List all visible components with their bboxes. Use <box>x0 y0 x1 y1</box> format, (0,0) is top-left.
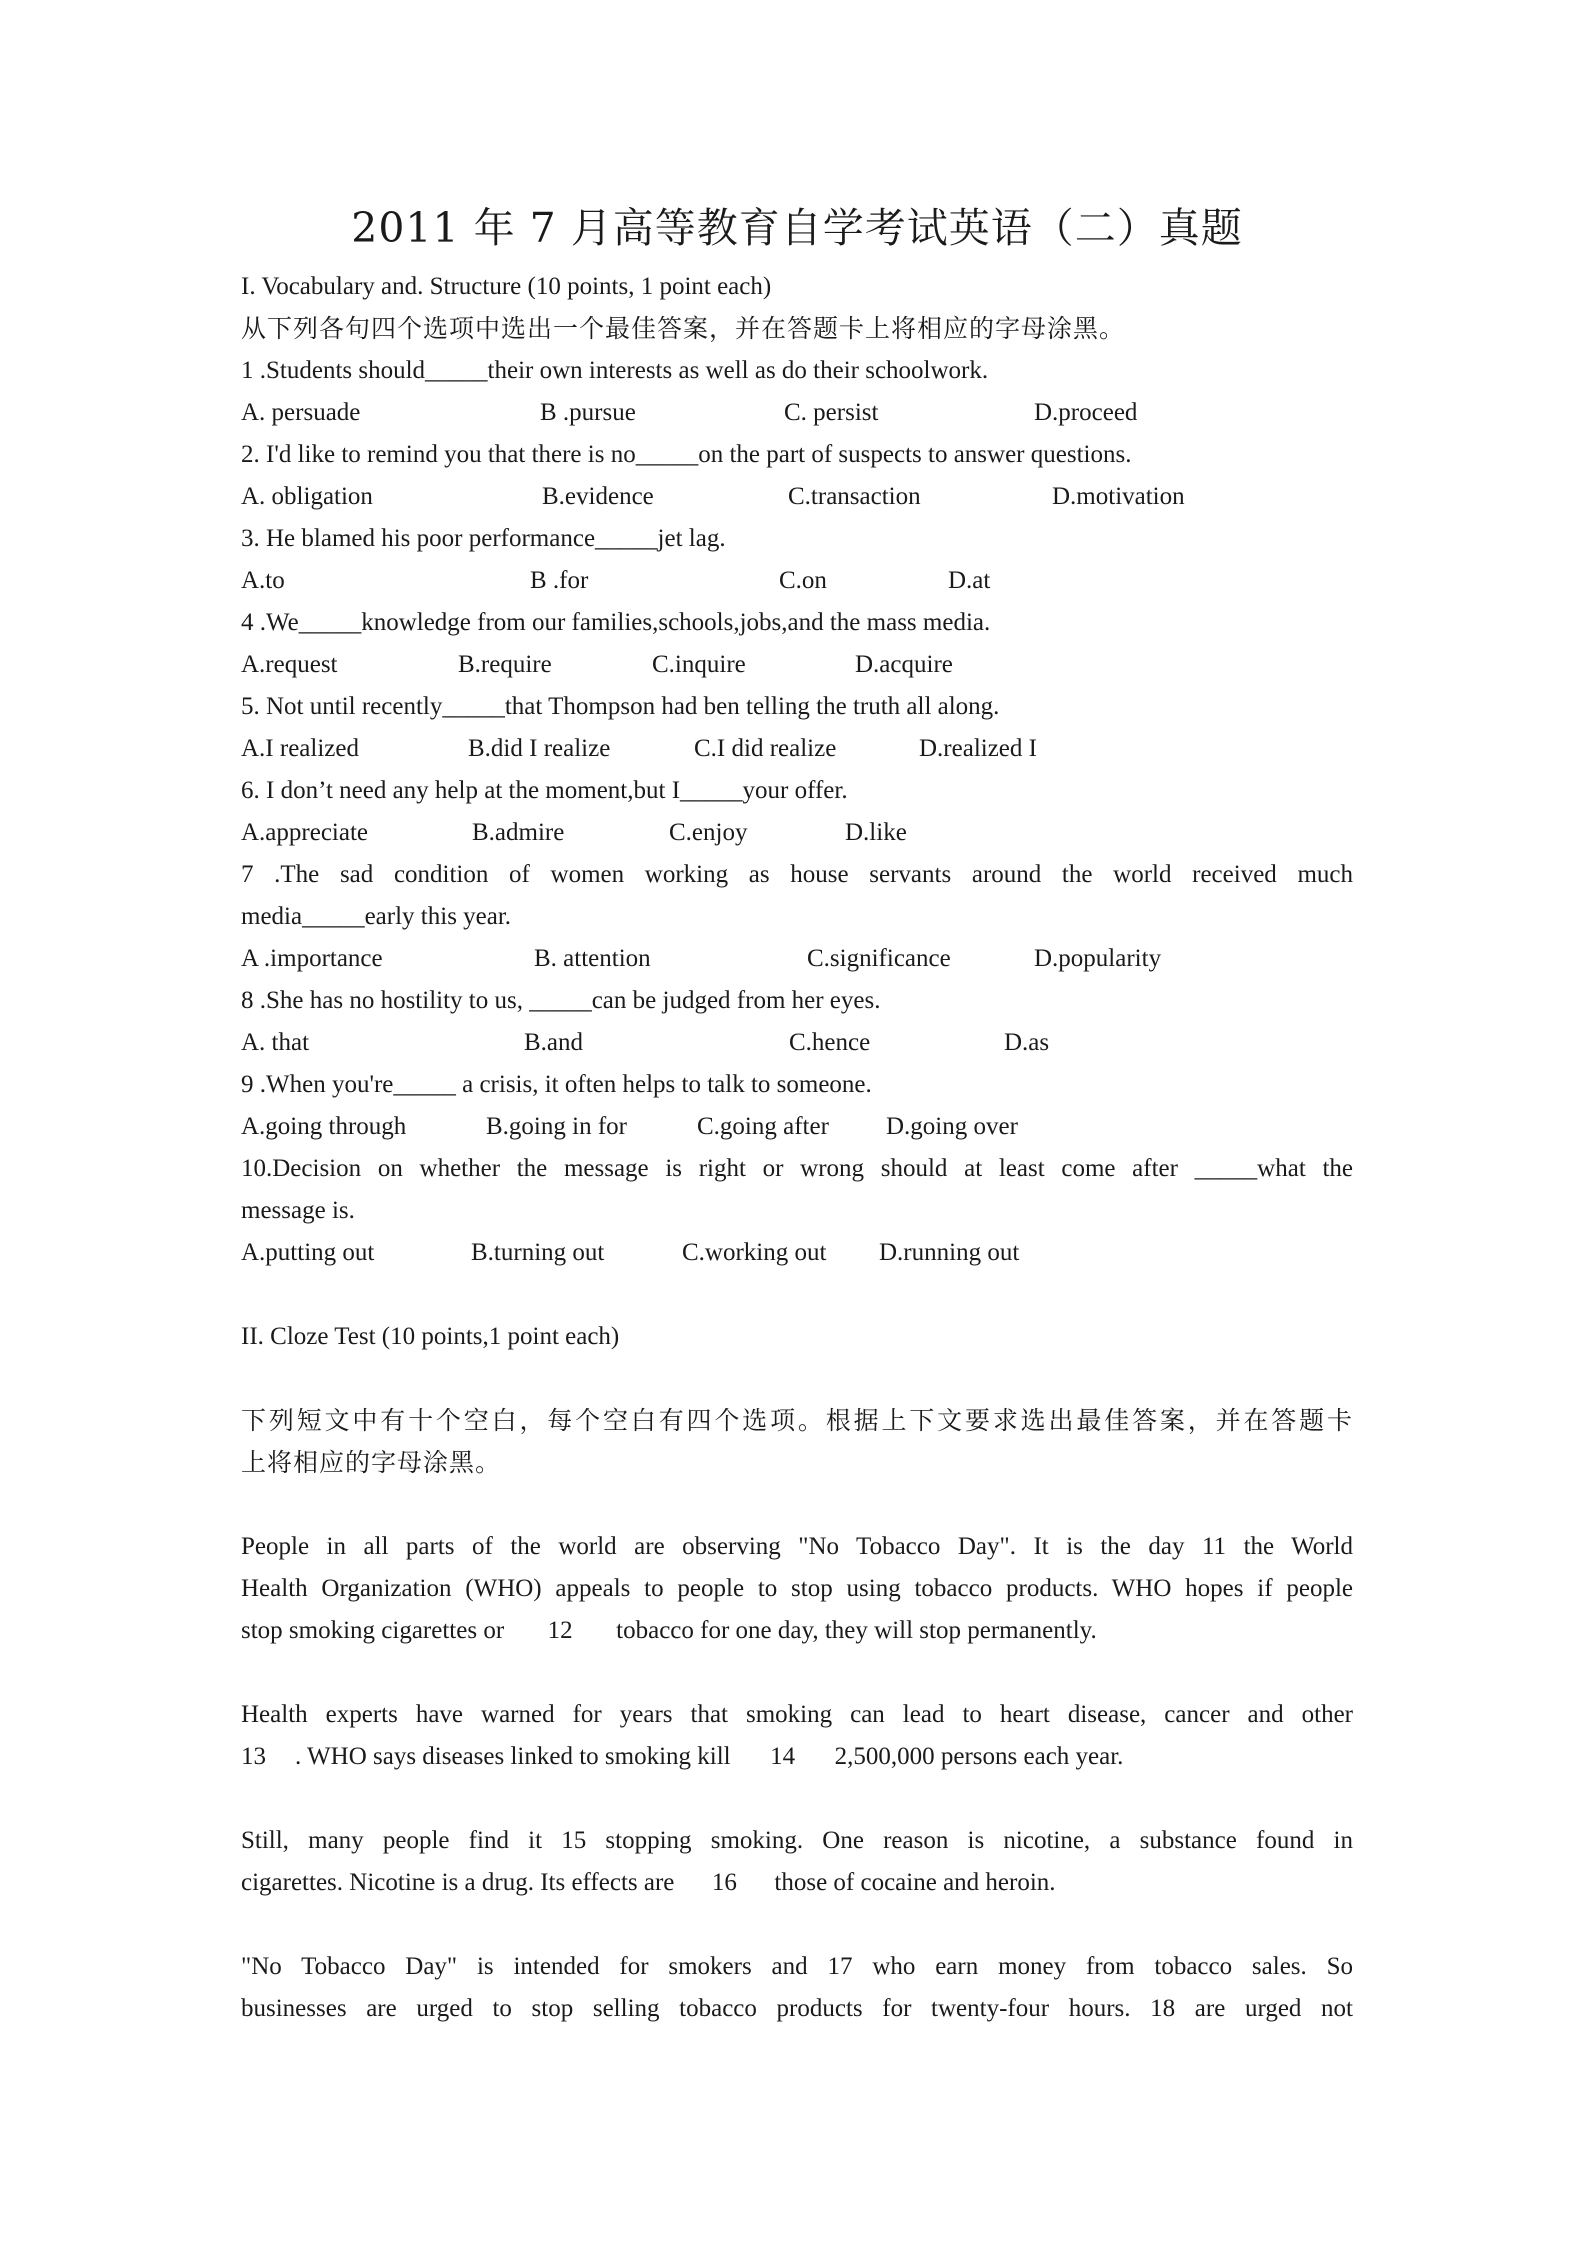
passage-text: cigarettes. Nicotine is a drug. Its effects are <box>241 1869 675 1896</box>
option-d: D.going over <box>886 1113 1018 1140</box>
option-c: C.transaction <box>788 483 921 510</box>
option-b: B.evidence <box>542 483 654 510</box>
question-stem: 6. I don’t need any help at the moment,but I_____your offer. <box>241 777 848 804</box>
option-a: A. persuade <box>241 399 361 426</box>
passage-text: "No Tobacco Day" is intended for smokers and <box>241 1953 808 1980</box>
option-c: C.on <box>779 567 827 594</box>
options-row <box>241 728 1353 770</box>
option-d: D.like <box>845 819 907 846</box>
option-a: A.to <box>241 567 285 594</box>
cloze-blank-18: 18 <box>1150 1995 1176 2022</box>
option-c: C.working out <box>682 1239 827 1266</box>
cloze-blank-13: 13 <box>241 1743 266 1770</box>
passage-line <box>241 1862 1353 1904</box>
section2-instruction-line2: 上将相应的字母涂黑。 <box>241 1448 502 1477</box>
passage-line <box>241 1820 1353 1862</box>
cloze-blank-14: 14 <box>770 1743 796 1770</box>
option-b: B.did I realize <box>468 735 611 762</box>
passage-text: tobacco for one day, they will stop permanently. <box>616 1617 1097 1644</box>
passage-text: Still, many people find it <box>241 1827 543 1854</box>
passage-line <box>241 1526 1353 1568</box>
section2-instruction-line1: 下列短文中有十个空白，每个空白有四个选项。根据上下文要求选出最佳答案，并在答题卡 <box>241 1406 1353 1435</box>
question-stem: 1 .Students should_____their own interests as well as do their schoolwork. <box>241 357 989 384</box>
passage-text: are urged not <box>1194 1995 1354 2022</box>
option-b: B .for <box>530 567 589 594</box>
cloze-blank-16: 16 <box>711 1869 737 1896</box>
passage-text: the World <box>1243 1533 1354 1560</box>
document-page <box>241 200 1353 2030</box>
option-c: C.enjoy <box>669 819 748 846</box>
option-c: C.going after <box>697 1113 829 1140</box>
option-d: D.running out <box>879 1239 1020 1266</box>
option-c: C.significance <box>807 945 951 972</box>
passage-text: who earn money from tobacco sales. So <box>872 1953 1354 1980</box>
option-d: D.at <box>948 567 991 594</box>
cloze-blank-11: 11 <box>1201 1533 1227 1560</box>
question-stem: 4 .We_____knowledge from our families,schools,jobs,and the mass media. <box>241 609 991 636</box>
passage-line: Health experts have warned for years that smoking can lead to heart disease, cancer and other <box>241 1701 1353 1728</box>
option-b: B.admire <box>472 819 565 846</box>
option-a: A .importance <box>241 945 383 972</box>
options-row <box>241 392 1353 434</box>
passage-line: Health Organization (WHO) appeals to people to stop using tobacco products. WHO hopes if people <box>241 1575 1353 1602</box>
option-b: B.going in for <box>486 1113 627 1140</box>
options-row <box>241 560 1353 602</box>
option-b: B.require <box>458 651 552 678</box>
option-c: C. persist <box>784 399 879 426</box>
option-a: A.request <box>241 651 338 678</box>
passage-line <box>241 1736 1353 1778</box>
option-a: A.I realized <box>241 735 359 762</box>
question-stem: 5. Not until recently_____that Thompson had ben telling the truth all along. <box>241 693 1000 720</box>
passage-text: those of cocaine and heroin. <box>774 1869 1056 1896</box>
passage-text: People in all parts of the world are observing "No Tobacco Day". It is the day <box>241 1533 1185 1560</box>
option-d: D.acquire <box>855 651 953 678</box>
option-a: A.going through <box>241 1113 407 1140</box>
passage-line <box>241 1988 1353 2030</box>
option-a: A. obligation <box>241 483 373 510</box>
passage-line <box>241 1946 1353 1988</box>
option-c: C.inquire <box>652 651 746 678</box>
question-stem: 8 .She has no hostility to us, _____can be judged from her eyes. <box>241 987 881 1014</box>
passage-text: 2,500,000 persons each year. <box>834 1743 1124 1770</box>
section2-heading: II. Cloze Test (10 points,1 point each) <box>241 1323 620 1350</box>
option-c: C.hence <box>789 1029 871 1056</box>
options-row <box>241 812 1353 854</box>
option-a: A. that <box>241 1029 310 1056</box>
passage-line <box>241 1610 1353 1652</box>
option-a: A.putting out <box>241 1239 375 1266</box>
options-row <box>241 1106 1353 1148</box>
question-stem-continued: message is. <box>241 1197 355 1224</box>
question-stem: 3. He blamed his poor performance_____jet lag. <box>241 525 726 552</box>
option-a: A.appreciate <box>241 819 369 846</box>
options-row <box>241 476 1353 518</box>
question-stem: 7 .The sad condition of women working as house servants around the world received much <box>241 861 1353 888</box>
option-d: D.proceed <box>1034 399 1138 426</box>
question-stem: 10.Decision on whether the message is right or wrong should at least come after _____what the <box>241 1155 1353 1182</box>
option-d: D.motivation <box>1052 483 1185 510</box>
page-title: 2011 年 7 月高等教育自学考试英语（二）真题 <box>351 204 1243 252</box>
options-row <box>241 644 1353 686</box>
question-stem-continued: media_____early this year. <box>241 903 512 930</box>
question-stem: 9 .When you're_____ a crisis, it often helps to talk to someone. <box>241 1071 872 1098</box>
option-d: D.popularity <box>1034 945 1162 972</box>
section1-instruction: 从下列各句四个选项中选出一个最佳答案，并在答题卡上将相应的字母涂黑。 <box>241 314 1126 343</box>
passage-text: stopping smoking. One reason is nicotine, a substance found in <box>605 1827 1353 1854</box>
options-row <box>241 1232 1353 1274</box>
passage-text: businesses are urged to stop selling tobacco products for twenty-four hours. <box>241 1995 1131 2022</box>
cloze-blank-12: 12 <box>547 1617 573 1644</box>
option-b: B .pursue <box>540 399 636 426</box>
options-row <box>241 1022 1353 1064</box>
options-row <box>241 938 1353 980</box>
cloze-blank-15: 15 <box>561 1827 587 1854</box>
option-d: D.realized I <box>919 735 1037 762</box>
option-b: B. attention <box>534 945 651 972</box>
passage-text: . WHO says diseases linked to smoking kill <box>295 1743 731 1770</box>
option-b: B.and <box>524 1029 584 1056</box>
option-d: D.as <box>1004 1029 1050 1056</box>
passage-text: stop smoking cigarettes or <box>241 1617 505 1644</box>
option-b: B.turning out <box>471 1239 605 1266</box>
question-stem: 2. I'd like to remind you that there is no_____on the part of suspects to answer questions. <box>241 441 1132 468</box>
cloze-blank-17: 17 <box>827 1953 853 1980</box>
section1-heading: I. Vocabulary and. Structure (10 points, 1 point each) <box>241 273 772 300</box>
option-c: C.I did realize <box>694 735 837 762</box>
